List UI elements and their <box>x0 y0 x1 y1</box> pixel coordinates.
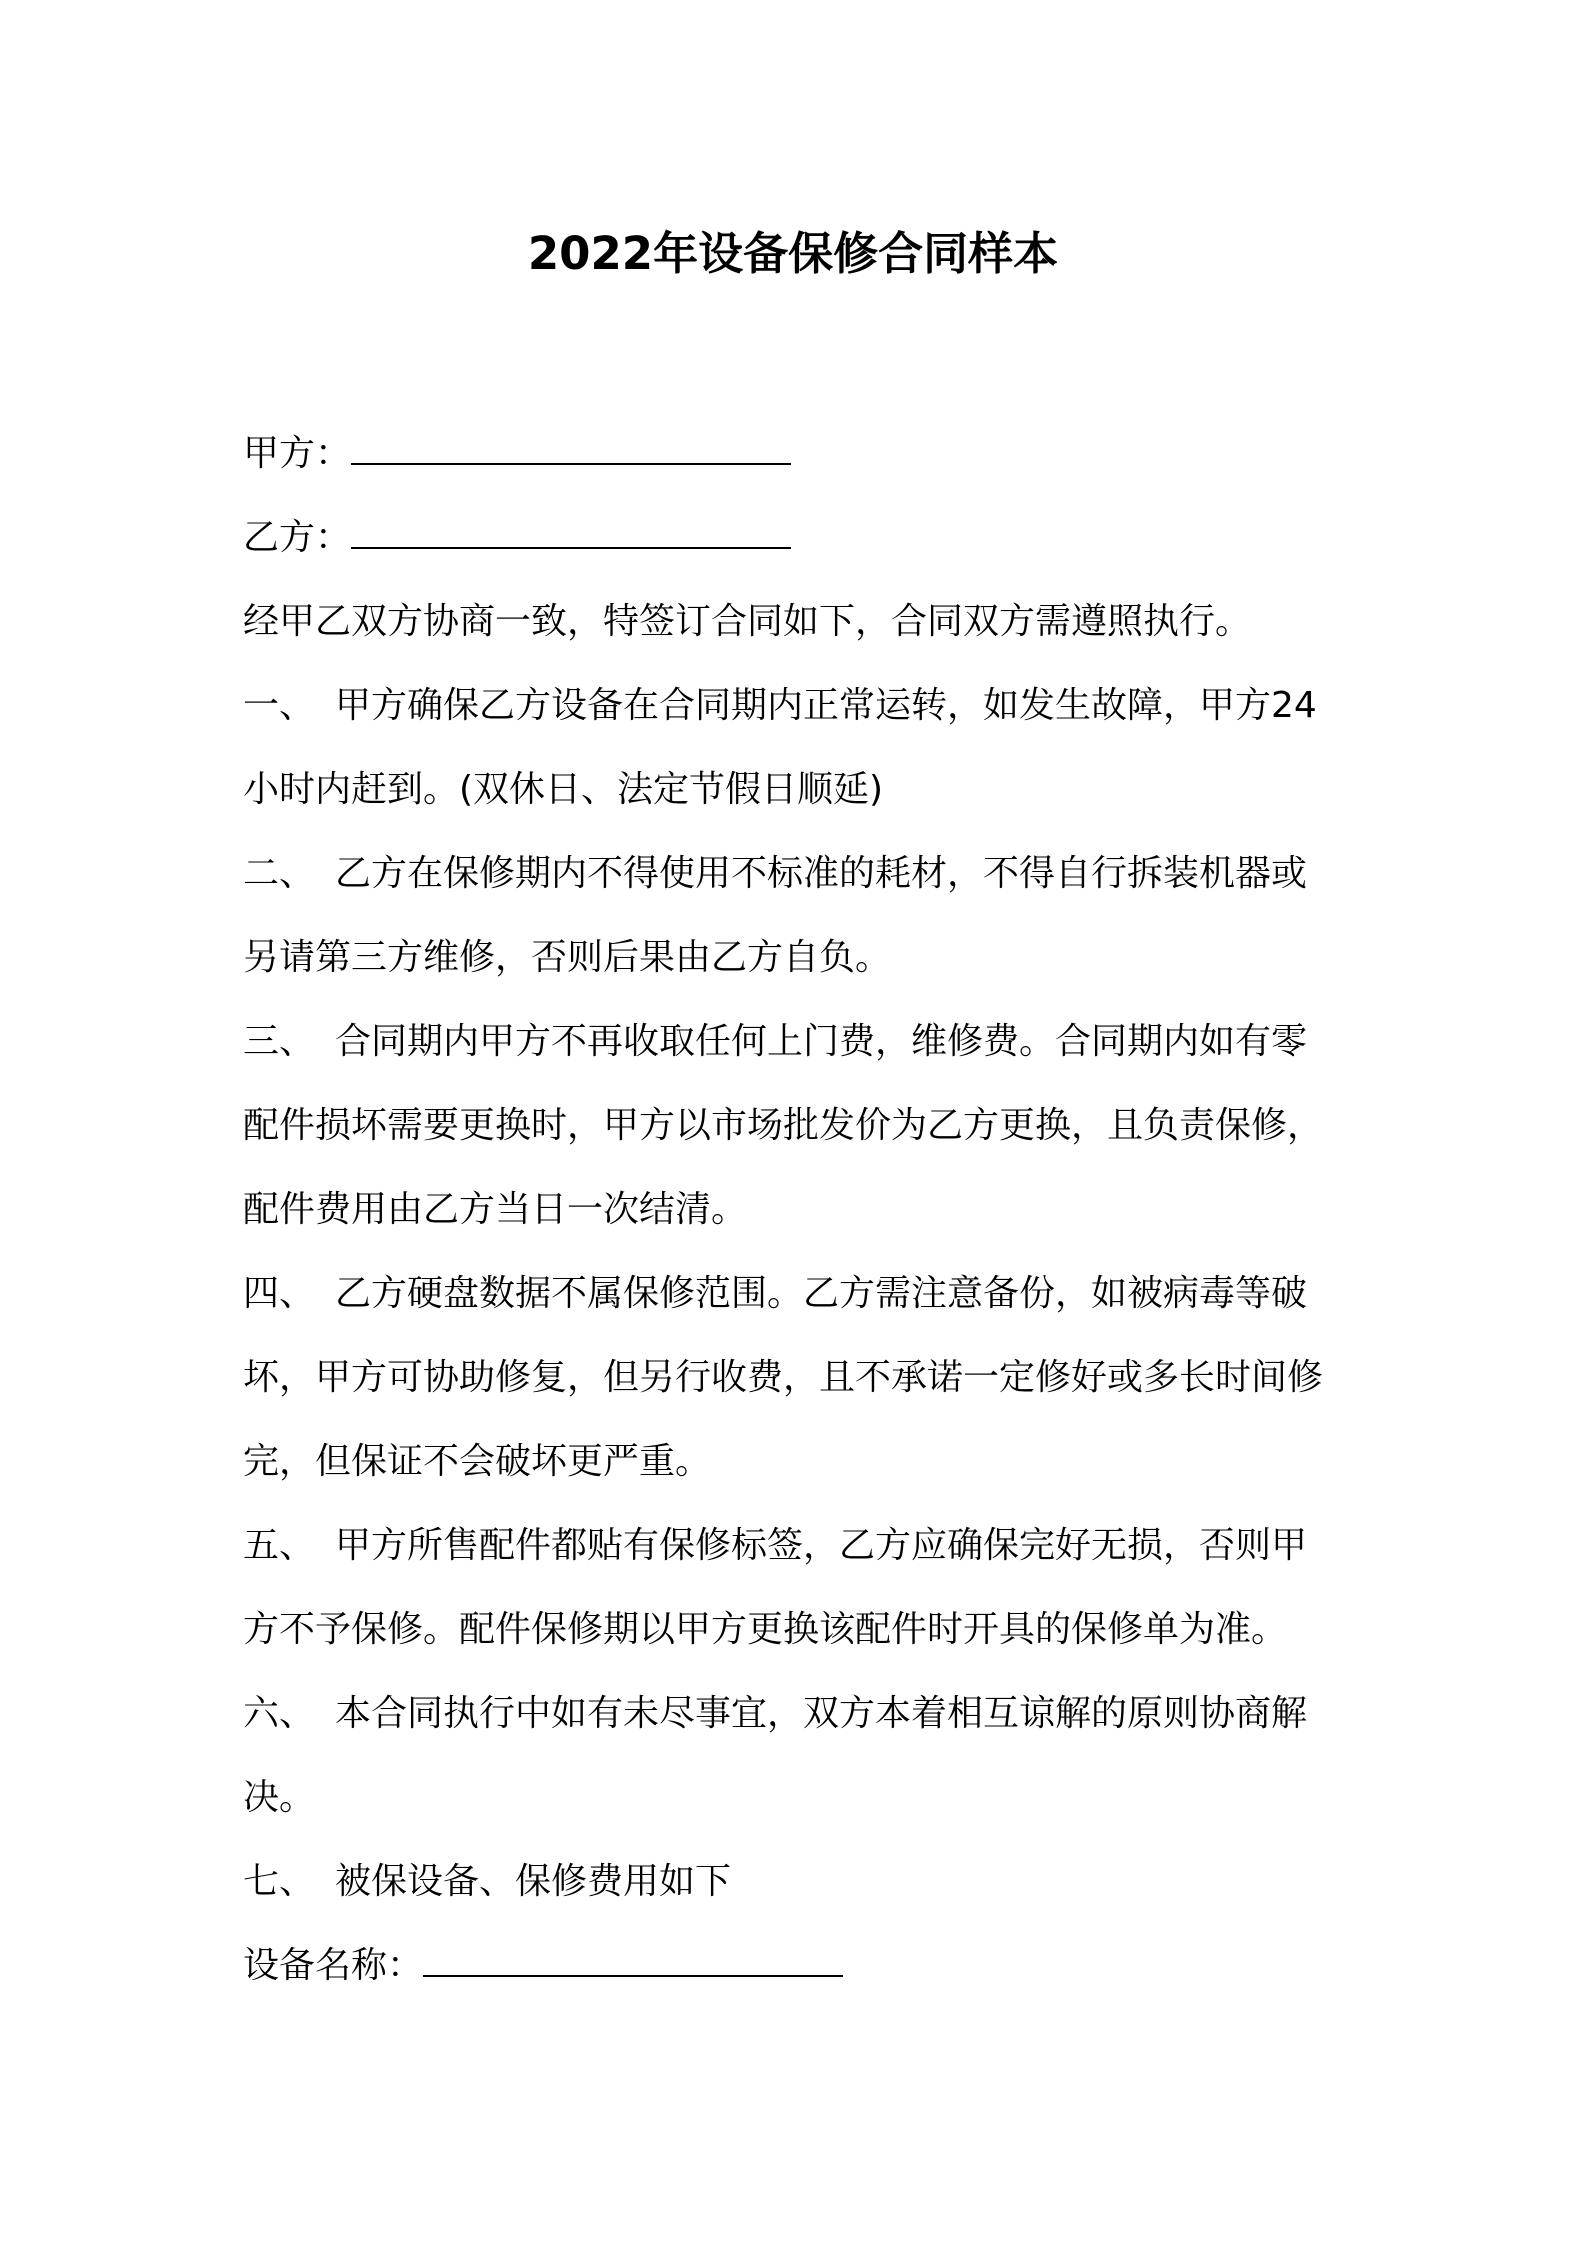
clause-6-line-1 <box>243 1672 1361 1756</box>
clause-5-number: 五、 <box>243 1525 316 1566</box>
party-a-line <box>243 412 1361 496</box>
clause-3-line-1 <box>243 1000 1361 1084</box>
clause-2-text: 乙方在保修期内不得使用不标准的耗材，不得自行拆装机器或 <box>335 853 1308 894</box>
clause-7-text: 被保设备、保修费用如下 <box>335 1861 732 1902</box>
document-title: 2022年设备保修合同样本 <box>527 227 1059 280</box>
clause-7-number: 七、 <box>243 1861 316 1902</box>
clause-4-line-1 <box>243 1252 1361 1336</box>
clause-4-line-2: 坏，甲方可协助修复，但另行收费，且不承诺一定修好或多长时间修 <box>243 1357 1324 1398</box>
clause-1-line-2: 小时内赶到。(双休日、法定节假日顺延) <box>243 769 884 810</box>
clause-6-number: 六、 <box>243 1693 316 1734</box>
clause-2-number: 二、 <box>243 853 316 894</box>
intro-paragraph: 经甲乙双方协商一致，特签订合同如下，合同双方需遵照执行。 <box>243 601 1252 642</box>
clause-6-text: 本合同执行中如有未尽事宜，双方本着相互谅解的原则协商解 <box>335 1693 1308 1734</box>
clause-4-line-3: 完，但保证不会破坏更严重。 <box>243 1441 712 1482</box>
party-b-blank <box>351 517 791 549</box>
clause-5-text: 甲方所售配件都贴有保修标签，乙方应确保完好无损，否则甲 <box>335 1525 1308 1566</box>
party-a-label: 甲方： <box>243 433 352 474</box>
clause-5-line-2: 方不予保修。配件保修期以甲方更换该配件时开具的保修单为准。 <box>243 1609 1288 1650</box>
equipment-line <box>243 1924 1361 2008</box>
clause-3-line-3: 配件费用由乙方当日一次结清。 <box>243 1189 748 1230</box>
clause-7-line-1 <box>243 1840 1361 1924</box>
party-a-blank <box>351 433 791 465</box>
clause-5-line-1 <box>243 1504 1361 1588</box>
clause-1-number: 一、 <box>243 685 316 726</box>
party-b-label: 乙方： <box>243 517 352 558</box>
party-b-line <box>243 496 1361 580</box>
clause-3-number: 三、 <box>243 1021 316 1062</box>
equipment-label: 设备名称： <box>243 1945 424 1986</box>
clause-2-line-1 <box>243 832 1361 916</box>
clause-1-line-1 <box>243 664 1361 748</box>
document-body <box>243 412 1361 2008</box>
clause-6-line-2: 决。 <box>243 1777 316 1818</box>
clause-4-text: 乙方硬盘数据不属保修范围。乙方需注意备份，如被病毒等破 <box>335 1273 1308 1314</box>
clause-2-line-2: 另请第三方维修，否则后果由乙方自负。 <box>243 937 892 978</box>
clause-1-text: 甲方确保乙方设备在合同期内正常运转，如发生故障，甲方24 <box>335 685 1317 726</box>
equipment-blank <box>423 1945 843 1977</box>
clause-3-line-2: 配件损坏需要更换时，甲方以市场批发价为乙方更换，且负责保修， <box>243 1105 1324 1146</box>
clause-3-text: 合同期内甲方不再收取任何上门费，维修费。合同期内如有零 <box>335 1021 1308 1062</box>
clause-4-number: 四、 <box>243 1273 316 1314</box>
